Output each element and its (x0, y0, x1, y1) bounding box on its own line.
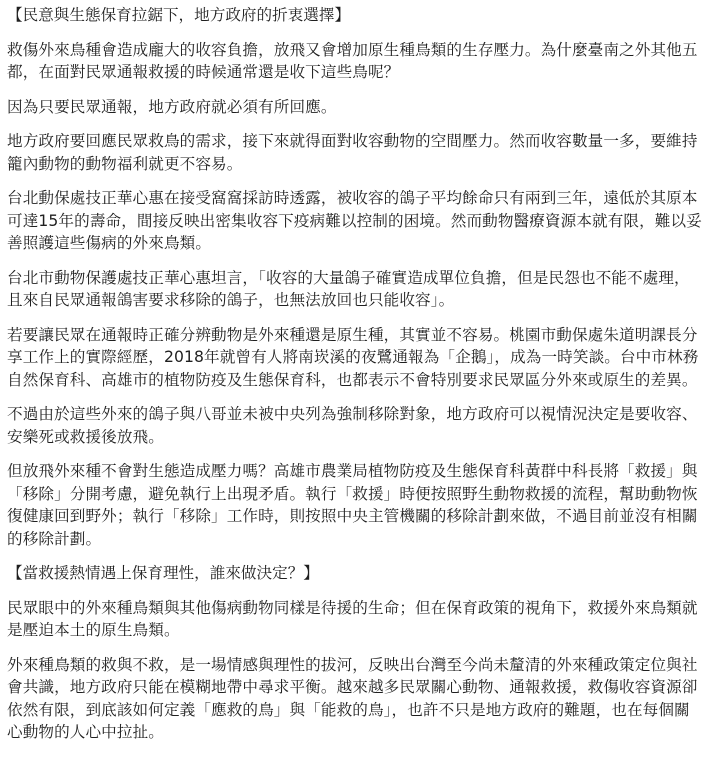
paragraph: 因為只要民眾通報，地方政府就必須有所回應。 (7, 97, 337, 116)
paragraph: 不過由於這些外來的鴿子與八哥並未被中央列為強制移除對象，地方政府可以視情況決定是要收容、安樂死或救援後放飛。 (7, 405, 698, 446)
section-heading-decision: 【當救援熱情遇上保育理性，誰來做決定？】 (7, 564, 319, 582)
paragraph: 地方政府要回應民眾救鳥的需求，接下來就得面對收容動物的空間壓力。然而收容數量一多，要維持籠內動物的動物福利就更不容易。 (7, 132, 698, 173)
paragraph: 台北動保處技正華心惠在接受窩窩採訪時透露，被收容的鴿子平均餘命只有兩到三年，遠低於其原本可達15年的壽命，間接反映出密集收容下疫病難以控制的困境。然而動物醫療資源本就有限，難以妥善照護這些傷病的外來鳥類。 (7, 189, 702, 252)
paragraph: 但放飛外來種不會對生態造成壓力嗎？高雄市農業局植物防疫及生態保育科黃群中科長將「救援」與「移除」分開考慮，避免執行上出現矛盾。執行「救援」時便按照野生動物救援的流程，幫助動物恢復健康回到野外；執行「移除」工作時，則按照中央主管機關的移除計劃來做，不過目前並沒有相關的移除計劃。 (7, 462, 698, 548)
section-heading-compromise: 【民意與生態保育拉鋸下，地方政府的折衷選擇】 (7, 6, 351, 24)
paragraph: 民眾眼中的外來種鳥類與其他傷病動物同樣是待援的生命；但在保育政策的視角下，救援外來鳥類就是壓迫本土的原生鳥類。 (7, 598, 698, 639)
paragraph: 救傷外來鳥種會造成龐大的收容負擔，放飛又會增加原生種鳥類的生存壓力。為什麼臺南之外其他五都，在面對民眾通報救援的時候通常還是收下這些鳥呢？ (7, 40, 698, 81)
paragraph: 台北市動物保護處技正華心惠坦言，「收容的大量鴿子確實造成單位負擔，但是民怨也不能不處理，且來自民眾通報鴿害要求移除的鴿子，也無法放回也只能收容」。 (7, 268, 690, 309)
paragraph: 若要讓民眾在通報時正確分辨動物是外來種還是原生種，其實並不容易。桃園市動保處朱道明課長分享工作上的實際經歷，2018年就曾有人將南崁溪的夜鷺通報為「企鵝」，成為一時笑談。台中市林務自然保育科、高雄市的植物防疫及生態保育科，也都表示不會特別要求民眾區分外來或原生的差異。 (7, 325, 699, 389)
paragraph: 外來種鳥類的救與不救，是一場情感與理性的拔河，反映出台灣至今尚未釐清的外來種政策定位與社會共識，地方政府只能在模糊地帶中尋求平衡。越來越多民眾關心動物、通報救援，救傷收容資源卻依然有限，到底該如何定義「應救的鳥」與「能救的鳥」，也許不只是地方政府的難題，也在每個關心動物的人心中拉扯。 (7, 655, 698, 741)
